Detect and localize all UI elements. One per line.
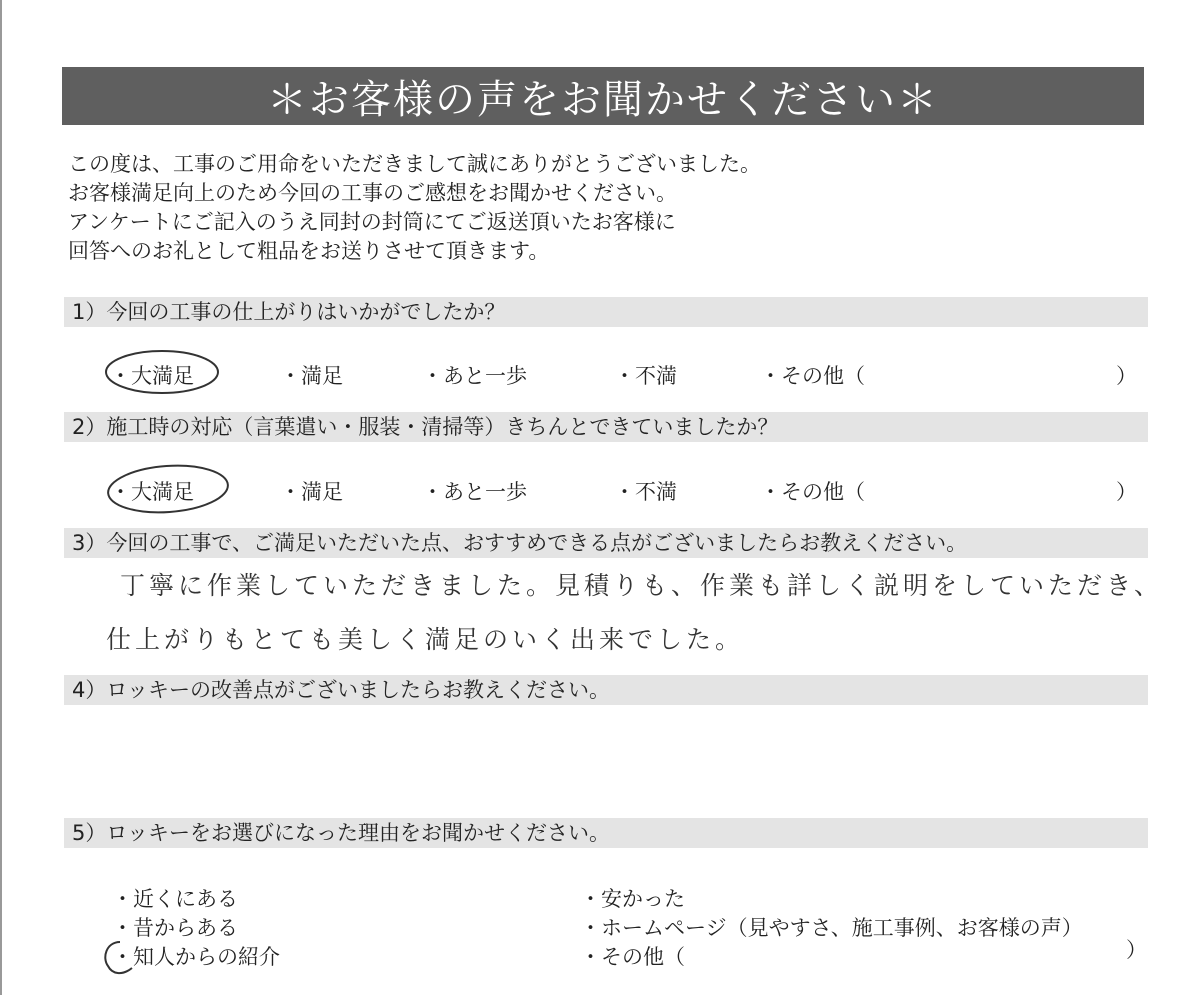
question-4-label: 4）ロッキーの改善点がございましたらお教えください。 bbox=[64, 675, 1148, 705]
q5-selection-mark-icon bbox=[98, 936, 140, 982]
q2-option-satisfied[interactable]: ・満足 bbox=[280, 480, 343, 504]
question-2-label: 2）施工時の対応（言葉遣い・服装・清掃等）きちんとできていましたか？ bbox=[64, 412, 1148, 442]
q1-other-close-paren: ） bbox=[1116, 364, 1137, 388]
q2-option-unsatisfied[interactable]: ・不満 bbox=[614, 480, 677, 504]
q2-other-close-paren: ） bbox=[1116, 480, 1137, 504]
q1-option-almost[interactable]: ・あと一歩 bbox=[422, 364, 527, 388]
q5-option-other[interactable]: ・その他（ bbox=[580, 945, 685, 969]
q1-option-satisfied[interactable]: ・満足 bbox=[280, 364, 343, 388]
q2-option-almost[interactable]: ・あと一歩 bbox=[422, 480, 527, 504]
question-3-label: 3）今回の工事で、ご満足いただいた点、おすすめできる点がございましたらお教えください。 bbox=[64, 528, 1148, 558]
q1-selection-circle-icon bbox=[102, 346, 222, 398]
question-5-label: 5）ロッキーをお選びになった理由をお聞かせください。 bbox=[64, 818, 1148, 848]
intro-line: お客様満足向上のため今回の工事のご感想をお聞かせください。 bbox=[68, 181, 677, 205]
page-title: ＊お客様の声をお聞かせください＊ bbox=[62, 67, 1144, 125]
intro-text bbox=[68, 150, 761, 266]
q2-selection-circle-icon bbox=[104, 460, 236, 518]
q3-handwritten-answer-line: 仕上がりもとても美しく満足のいく出来でした。 bbox=[106, 625, 745, 654]
intro-line: 回答へのお礼として粗品をお送りさせて頂きます。 bbox=[68, 239, 550, 263]
q5-other-close-paren: ） bbox=[1126, 938, 1147, 962]
scan-edge bbox=[0, 0, 2, 995]
question-1-label: 1）今回の工事の仕上がりはいかがでしたか？ bbox=[64, 297, 1148, 327]
intro-line: この度は、工事のご用命をいただきまして誠にありがとうございました。 bbox=[68, 152, 761, 176]
q2-option-very-satisfied[interactable]: ・大満足 bbox=[110, 480, 194, 504]
intro-line: アンケートにご記入のうえ同封の封筒にてご返送頂いたお客様に bbox=[68, 210, 676, 234]
q3-handwritten-answer-line: 丁寧に作業していただきました。見積りも、作業も詳しく説明をしていただき、 bbox=[120, 571, 1164, 600]
q5-option-referral[interactable]: ・知人からの紹介 bbox=[112, 945, 280, 969]
q1-option-unsatisfied[interactable]: ・不満 bbox=[614, 364, 677, 388]
q5-option-long-established[interactable]: ・昔からある bbox=[112, 916, 238, 940]
q2-option-other[interactable]: ・その他（ bbox=[760, 480, 865, 504]
q5-option-nearby[interactable]: ・近くにある bbox=[112, 887, 238, 911]
q1-option-other[interactable]: ・その他（ bbox=[760, 364, 865, 388]
q5-option-cheap[interactable]: ・安かった bbox=[580, 887, 685, 911]
q5-option-homepage[interactable]: ・ホームページ（見やすさ、施工事例、お客様の声） bbox=[580, 916, 1083, 940]
q1-option-very-satisfied[interactable]: ・大満足 bbox=[110, 364, 194, 388]
